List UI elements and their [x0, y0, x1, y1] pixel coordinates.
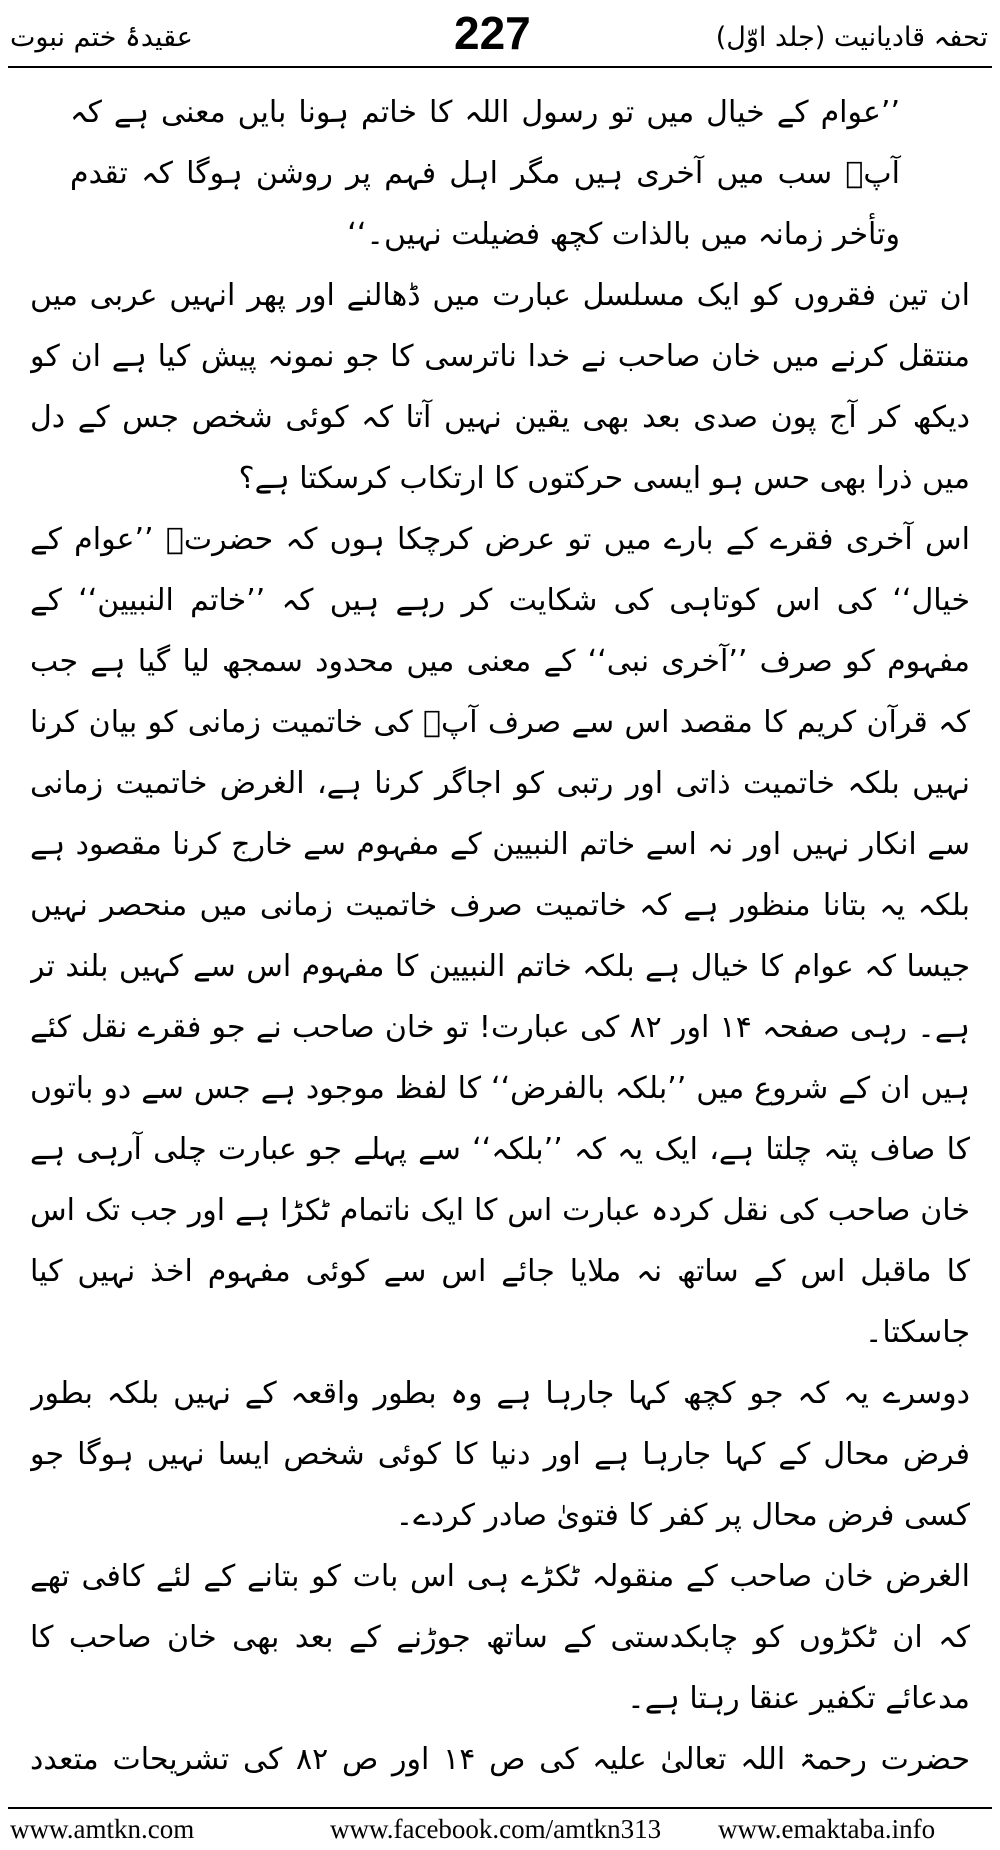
- body-paragraph: الغرض خان صاحب کے منقولہ ٹکڑے ہی اس بات کو بتانے کے لئے کافی تھے کہ ان ٹکڑوں کو چابکدستی کے ساتھ جوڑنے کے بعد بھی خان صاحب کا مدعائے تکفیر عنقا رہتا ہے۔: [30, 1559, 970, 1716]
- page-body: [30, 82, 970, 1797]
- section-title: عقیدۂ ختم نبوت: [10, 22, 193, 53]
- footer-divider: [8, 1807, 992, 1809]
- body-paragraph: حضرت رحمۃ اللہ تعالیٰ علیہ کی ص ۱۴ اور ص ۸۲ کی تشریحات متعدد: [30, 1742, 970, 1777]
- page-header: [0, 0, 1000, 70]
- body-paragraph: دوسرے یہ کہ جو کچھ کہا جارہا ہے وہ بطور واقعہ کے نہیں بلکہ بطور فرض محال کے کہا جارہا ہے اور دنیا کا کوئی شخص ایسا نہیں ہوگا جو کسی فرض محال پر کفر کا فتویٰ صادر کردے۔: [30, 1376, 970, 1533]
- page-footer: [0, 1812, 1000, 1850]
- header-divider: [8, 66, 992, 68]
- page-number: 227: [454, 7, 531, 59]
- footer-link-facebook[interactable]: www.facebook.com/amtkn313: [330, 1814, 662, 1844]
- footer-link-emaktaba[interactable]: www.emaktaba.info: [718, 1814, 936, 1844]
- body-paragraph: اس آخری فقرے کے بارے میں تو عرض کرچکا ہوں کہ حضرتؒ ’’عوام کے خیال‘‘ کی اس کوتاہی کی شکایت کر رہے ہیں کہ ’’خاتم النبیین‘‘ کے مفہوم کو صرف ’’آخری نبی‘‘ کے معنی میں محدود سمجھ لیا گیا ہے جب کہ قرآن کریم کا مقصد اس سے صرف آپؐ کی خاتمیت زمانی کو بیان کرنا نہیں بلکہ خاتمیت ذاتی اور رتبی کو اجاگر کرنا ہے، الغرض خاتمیت زمانی سے انکار نہیں اور نہ اسے خاتم النبیین کے مفہوم سے خارج کرنا مقصود ہے بلکہ یہ بتانا منظور ہے کہ خاتمیت صرف خاتمیت زمانی میں منحصر نہیں جیسا کہ عوام کا خیال ہے بلکہ خاتم النبیین کا مفہوم اس سے کہیں بلند تر ہے۔ رہی صفحہ ۱۴ اور ۸۲ کی عبارت! تو خان صاحب نے جو فقرے نقل کئے ہیں ان کے شروع میں ’’بلکہ بالفرض‘‘ کا لفظ موجود ہے جس سے دو باتوں کا صاف پتہ چلتا ہے، ایک یہ کہ ’’بلکہ‘‘ سے پہلے جو عبارت چلی آرہی ہے خان صاحب کی نقل کردہ عبارت اس کا ایک ناتمام ٹکڑا ہے اور جب تک اس کا ماقبل اس کے ساتھ نہ ملایا جائے اس سے کوئی مفہوم اخذ نہیں کیا جاسکتا۔: [30, 522, 970, 1350]
- book-title: تحفہ قادیانیت (جلد اوّل): [715, 22, 988, 53]
- footer-link-amtkn[interactable]: www.amtkn.com: [10, 1814, 195, 1844]
- body-paragraph: ان تین فقروں کو ایک مسلسل عبارت میں ڈھالنے اور پھر انہیں عربی میں منتقل کرنے میں خان صاحب نے خدا ناترسی کا جو نمونہ پیش کیا ہے ان کو دیکھ کر آج پون صدی بعد بھی یقین نہیں آتا کہ کوئی شخص جس کے دل میں ذرا بھی حس ہو ایسی حرکتوں کا ارتکاب کرسکتا ہے؟: [30, 278, 970, 496]
- quoted-passage: ’’عوام کے خیال میں تو رسول اللہ کا خاتم ہونا بایں معنی ہے کہ آپؐ سب میں آخری ہیں مگر اہل فہم پر روشن ہوگا کہ تقدم وتأخر زمانہ میں بالذات کچھ فضیلت نہیں۔‘‘: [70, 95, 900, 252]
